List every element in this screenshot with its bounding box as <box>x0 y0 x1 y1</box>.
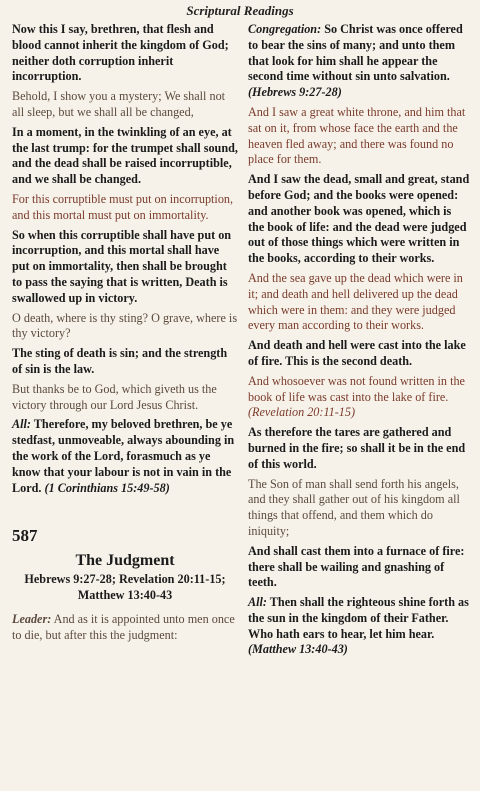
verse-paragraph <box>248 595 470 658</box>
left-column <box>12 22 238 648</box>
speaker-label: Congregation: <box>248 22 322 36</box>
reading-number: 587 <box>12 526 38 546</box>
verse-text: And as it is appointed unto men once to die, but after this the judgment: <box>12 611 235 642</box>
verse-paragraph <box>248 374 470 421</box>
running-header: Scriptural Readings <box>186 3 294 18</box>
verse-paragraph: O death, where is thy sting? O grave, where is thy victory? <box>12 310 238 341</box>
verse-paragraph: The Son of man shall send forth his angels, and they shall gather out of his kingdom all things that offend, and them which do iniquity; <box>248 476 460 538</box>
speaker-label: All: <box>12 417 31 432</box>
verse-paragraph <box>12 612 238 644</box>
verse-paragraph: And I saw a great white throne, and him that sat on it, from whose face the earth and the heaven fled away; and there was found no place for them. <box>248 104 466 167</box>
scripture-citation: (Matthew 13:40-43) <box>248 642 348 657</box>
scripture-citation: (Revelation 20:11-15) <box>248 405 356 420</box>
speaker-label: All: <box>248 595 267 610</box>
verse-text: And whosoever was not found written in the book of life was cast into the lake of fire. <box>248 373 465 404</box>
verse-text: Therefore, my beloved brethren, be ye stedfast, unmoveable, always abounding in the work of the Lord, forasmuch as ye know that your labour is not in vain in the Lord. <box>12 417 235 495</box>
verse-paragraph: And shall cast them into a furnace of fire: there shall be wailing and gnashing of teeth. <box>248 543 465 590</box>
scripture-citation: (Hebrews 9:27-28) <box>248 85 342 100</box>
scripture-citation: (1 Corinthians 15:49-58) <box>44 480 170 495</box>
verse-paragraph <box>12 417 238 496</box>
verse-paragraph: As therefore the tares are gathered and burned in the fire; so shall it be in the end of this world. <box>248 425 466 471</box>
verse-paragraph: For this corruptible must put on incorruption, and this mortal must put on immortality. <box>12 191 234 222</box>
verse-paragraph: So when this corruptible shall have put on incorruption, and this mortal shall have put on immortality, then shall be brought to pass the saying that is written, Death is swallowed up in victory. <box>12 227 232 305</box>
verse-paragraph: But thanks be to God, which giveth us the victory through our Lord Jesus Christ. <box>12 381 217 412</box>
reading-references: Hebrews 9:27-28; Revelation 20:11-15; Matthew 13:40-43 <box>24 572 226 603</box>
verse-text: So Christ was once offered to bear the sins of many; and unto them that look for him shall he appear the second time without sin unto salvation. <box>248 22 463 84</box>
verse-paragraph: In a moment, in the twinkling of an eye, at the last trump: for the trumpet shall sound, and the dead shall be raised incorruptible, and we shall be changed. <box>12 124 238 187</box>
verse-text: Then shall the righteous shine forth as the sun in the kingdom of their Father. Who hath ears to hear, let him hear. <box>248 595 469 641</box>
speaker-label: Leader: <box>12 611 52 626</box>
reading-title: The Judgment <box>75 552 175 570</box>
verse-paragraph <box>248 22 470 101</box>
right-column <box>248 22 470 662</box>
verse-paragraph: And I saw the dead, small and great, stand before God; and the books were opened: and another book was opened, which is the book of life: and the dead were judged out of those things which were written in the books, according to their works. <box>248 172 470 266</box>
verse-paragraph: And death and hell were cast into the lake of fire. This is the second death. <box>248 338 466 368</box>
verse-paragraph: Behold, I show you a mystery; We shall not all sleep, but we shall all be changed, <box>12 89 226 119</box>
verse-paragraph: Now this I say, brethren, that flesh and blood cannot inherit the kingdom of God; neither doth corruption inherit incorruption. <box>12 22 229 84</box>
verse-paragraph: The sting of death is sin; and the strength of sin is the law. <box>12 346 228 376</box>
verse-paragraph: And the sea gave up the dead which were in it; and death and hell delivered up the dead which were in them: and they were judged every man according to their works. <box>248 270 463 333</box>
